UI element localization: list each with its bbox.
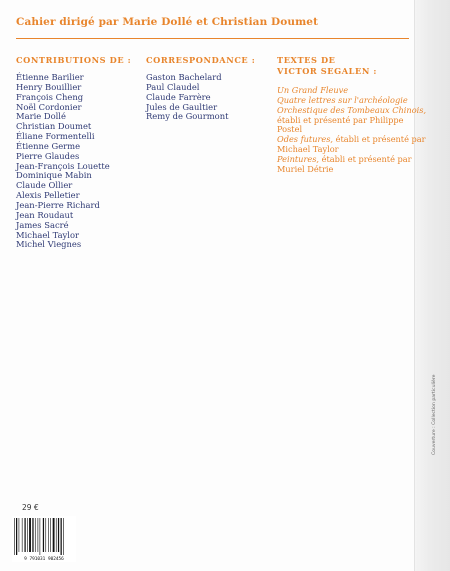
barcode-bar (53, 518, 55, 552)
contributor-name: Jean-François Louette (16, 160, 110, 171)
contributor-name: James Sacré (16, 219, 69, 230)
barcode-digits: 9 791031 902456 (24, 557, 64, 562)
text-item-note: établi et présenté par Michael Taylor (277, 134, 426, 155)
barcode-bar (48, 518, 49, 552)
correspondents-list (146, 73, 255, 122)
barcode-bar (58, 518, 59, 552)
contributions-column (16, 55, 131, 266)
cover-credit: Couverture : Collection particulière (432, 374, 437, 455)
barcode-bar (38, 518, 39, 552)
text-item-title: Peintures, (277, 153, 320, 164)
barcode-bar (19, 518, 20, 552)
contributor-name: Jean-Pierre Richard (16, 199, 100, 210)
barcode-bar (27, 518, 28, 552)
correspondent-name: Claude Farrère (146, 91, 211, 102)
barcode-bar (56, 518, 57, 552)
contributions-heading: CONTRIBUTIONS DE : (16, 55, 132, 65)
textes-heading-line2: VICTOR SEGALEN : (277, 66, 378, 76)
contributors-list (16, 73, 131, 250)
barcode-bar (16, 518, 17, 555)
correspondance-heading: CORRESPONDANCE : (146, 55, 256, 65)
textes-heading-line1: TEXTES DE (277, 55, 336, 65)
barcode-bar (45, 518, 46, 552)
correspondent-name: Gaston Bachelard (146, 72, 222, 82)
barcode-bar (32, 518, 33, 552)
contributor-name: Henry Bouillier (16, 81, 82, 92)
contributor-name: Étienne Barilier (16, 72, 84, 82)
contributor-name: Christian Doumet (16, 121, 92, 132)
contributor-name: Éliane Formentelli (16, 131, 95, 142)
text-item-note: établi et présenté par Muriel Détrie (277, 153, 412, 174)
barcode-bar (61, 518, 62, 555)
barcode-bar (24, 518, 25, 552)
contributor-name: François Cheng (16, 91, 84, 102)
contributor-name: Dominique Mabin (16, 170, 92, 181)
contributor-name: Noël Cordonier (16, 101, 82, 112)
isbn-barcode (12, 516, 76, 562)
barcode-bar (50, 518, 51, 552)
barcode-bar (63, 518, 64, 555)
barcode-bar (43, 518, 44, 552)
barcode-bar (29, 518, 31, 552)
contributor-name: Alexis Pelletier (16, 190, 80, 201)
correspondent-name: Paul Claudel (146, 81, 200, 92)
contributor-name: Marie Dollé (16, 111, 66, 122)
barcode-bar (35, 518, 36, 552)
correspondance-column (146, 55, 255, 138)
contributor-name: Jean Roudaut (16, 209, 74, 220)
contributor-name: Claude Ollier (16, 180, 73, 191)
editors-line: Cahier dirigé par Marie Dollé et Christian Doumet (16, 16, 319, 28)
text-item-note: établi et présenté par Philippe Postel (277, 114, 404, 135)
barcode-bar (14, 518, 15, 555)
correspondent-name: Jules de Gaultier (146, 101, 218, 112)
text-item-title: Un Grand Fleuve (277, 85, 349, 95)
contributor-name: Michel Viegnes (16, 239, 82, 250)
text-item-title: Quatre lettres sur l'archéologie Orchestique des Tombeaux Chinois, (277, 94, 427, 115)
barcode-bar (22, 518, 23, 552)
header-rule (16, 38, 409, 39)
correspondent-name: Remy de Gourmont (146, 111, 229, 122)
barcode-bar (40, 518, 41, 555)
textes-list (277, 86, 427, 175)
contributor-name: Étienne Germe (16, 140, 81, 151)
price-label: 29 € (22, 503, 39, 512)
contributor-name: Pierre Glaudes (16, 150, 80, 161)
textes-column (277, 55, 427, 175)
contributor-name: Michael Taylor (16, 229, 80, 240)
text-item-title: Odes futures, (277, 134, 334, 145)
